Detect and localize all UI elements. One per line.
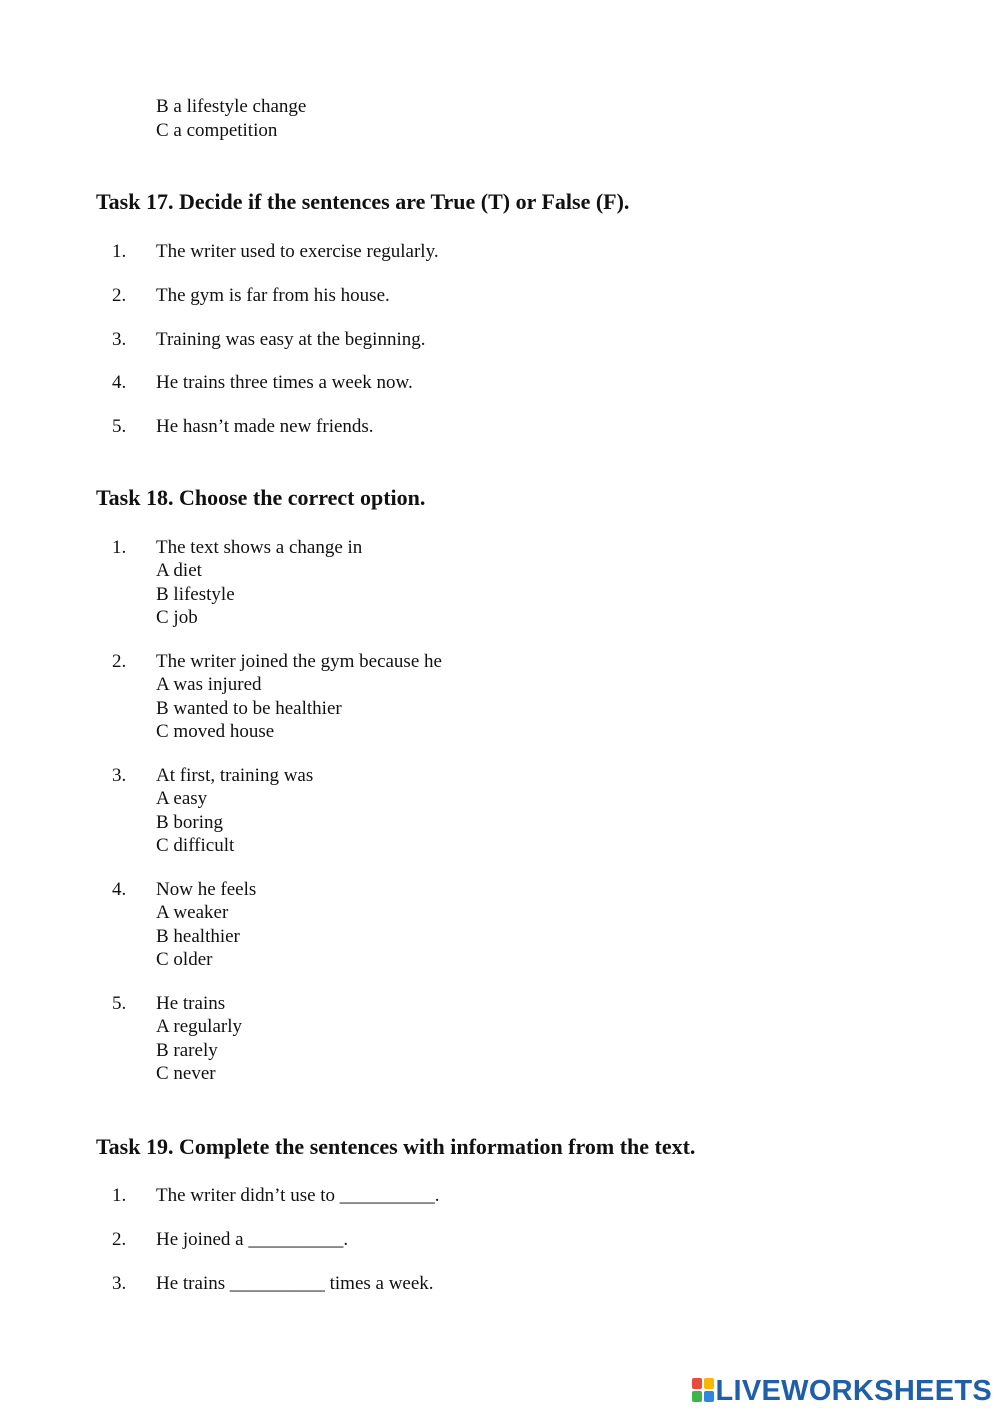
question-text: He trains	[156, 993, 226, 1014]
item-text: The writer used to exercise regularly.	[156, 241, 439, 262]
option-b: B rarely	[156, 1040, 218, 1061]
option-a: A weaker	[156, 902, 229, 923]
option-c: C job	[156, 607, 198, 628]
option-a: A diet	[156, 560, 202, 581]
item-number: 2.	[112, 1229, 127, 1250]
logo-square-3	[692, 1391, 702, 1402]
item-text: The gym is far from his house.	[156, 285, 390, 306]
question-number: 4.	[112, 879, 127, 900]
task17-heading: Task 17. Decide if the sentences are True (T) or False (F).	[96, 189, 630, 214]
item-number: 1.	[112, 241, 127, 262]
question-number: 2.	[112, 651, 127, 672]
option-a: A was injured	[156, 674, 262, 695]
question-text: Now he feels	[156, 879, 257, 900]
item-text: He trains three times a week now.	[156, 372, 413, 393]
question-number: 1.	[112, 537, 127, 558]
question-number: 3.	[112, 765, 127, 786]
item-text: He joined a __________.	[156, 1229, 349, 1250]
liveworksheets-logo	[692, 1374, 992, 1408]
question-text: The text shows a change in	[156, 537, 363, 558]
carryover-option-b: B a lifestyle change	[156, 96, 307, 117]
item-number: 2.	[112, 285, 127, 306]
option-a: A regularly	[156, 1016, 243, 1037]
option-b: B healthier	[156, 926, 240, 947]
item-text: Training was easy at the beginning.	[156, 329, 426, 350]
logo-square-4	[704, 1391, 714, 1402]
carryover-option-c: C a competition	[156, 120, 278, 141]
option-c: C difficult	[156, 835, 235, 856]
item-number: 3.	[112, 329, 127, 350]
item-number: 4.	[112, 372, 127, 393]
logo-square-2	[704, 1378, 714, 1389]
item-number: 5.	[112, 416, 127, 437]
logo-square-1	[692, 1378, 702, 1389]
item-text: He hasn’t made new friends.	[156, 416, 374, 437]
task19-heading: Task 19. Complete the sentences with information from the text.	[96, 1134, 696, 1159]
option-c: C moved house	[156, 721, 275, 742]
liveworksheets-logo-icon	[692, 1378, 713, 1404]
question-text: The writer joined the gym because he	[156, 651, 442, 672]
question-text: At first, training was	[156, 765, 314, 786]
option-b: B wanted to be healthier	[156, 698, 342, 719]
option-a: A easy	[156, 788, 208, 809]
question-number: 5.	[112, 993, 127, 1014]
option-c: C older	[156, 949, 213, 970]
item-number: 1.	[112, 1185, 127, 1206]
item-text: The writer didn’t use to __________.	[156, 1185, 440, 1206]
item-text: He trains __________ times a week.	[156, 1273, 434, 1294]
option-c: C never	[156, 1063, 216, 1084]
task18-heading: Task 18. Choose the correct option.	[96, 485, 426, 510]
item-number: 3.	[112, 1273, 127, 1294]
option-b: B lifestyle	[156, 584, 235, 605]
liveworksheets-logo-text: LIVEWORKSHEETS	[715, 1374, 992, 1407]
option-b: B boring	[156, 812, 224, 833]
